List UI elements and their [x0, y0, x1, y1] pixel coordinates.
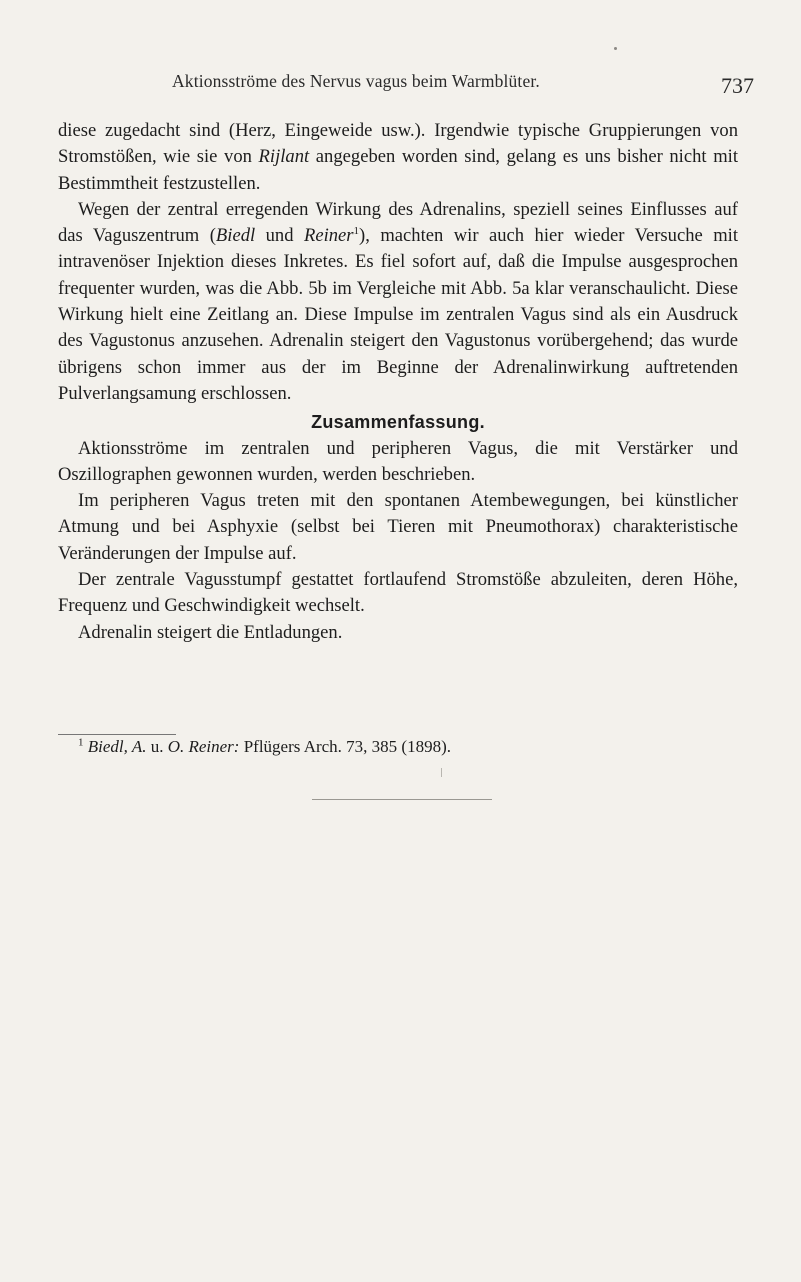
- footnote-citation: Pflügers Arch. 73, 385 (1898).: [239, 737, 451, 756]
- author-name: Reiner: [303, 225, 354, 247]
- summary-paragraph-4: Adrenalin steigert die Entladungen.: [78, 621, 343, 643]
- footnote-author-2: O. Reiner:: [167, 737, 240, 756]
- text-segment: ), machten wir auch hier wieder Versuche mit intravenöser Injektion dieses Inkretes. Es fiel sofort auf, daß die Impulse ausgesprochen frequenter wurden, was die Abb. 5b im Vergleiche mit Abb. 5a klar veranschaulicht. Diese Wirkung hielt eine Zeitlang an. Diese Impulse im zentralen Vagus sind als ein Ausdruck des Vagustonus anzusehen. Adrenalin steigert den Vagustonus vorübergehend; das wurde übrigens schon immer aus der im Beginne der Adrenalinwirkung auftretenden Pulverlangsamung erschlossen.: [58, 225, 738, 404]
- body-text: [58, 118, 738, 646]
- text-segment: und: [255, 225, 304, 247]
- footnote-rule: [58, 734, 176, 735]
- author-name: Rijlant: [258, 146, 310, 168]
- page-number: 737: [721, 73, 754, 98]
- print-speck: [614, 47, 617, 50]
- footnote-number: 1: [78, 736, 84, 749]
- footnote-author-1: Biedl, A.: [87, 737, 147, 756]
- faint-mark: [441, 768, 442, 777]
- text-segment: diese zugedacht sind (Herz, Eingeweide usw.). Irgendwie typische Gruppierungen von Stromstößen, wie sie von: [58, 120, 738, 168]
- footnote-connector: u.: [146, 737, 168, 756]
- section-heading: Zusammenfassung.: [311, 412, 485, 433]
- paragraph-2: [58, 197, 738, 407]
- paragraph-1: [58, 118, 738, 197]
- summary-paragraph-2: Im peripheren Vagus treten mit den spontanen Atembewegungen, bei künstlicher Atmung und bei Asphyxie (selbst bei Tieren mit Pneumothorax) charakteristische Veränderungen der Impulse auf.: [58, 490, 738, 564]
- summary-paragraph-1: Aktionsströme im zentralen und peripheren Vagus, die mit Verstärker und Oszillographen gewonnen wurden, werden beschrieben.: [58, 437, 738, 485]
- footnote: [78, 736, 451, 758]
- text-segment: angegeben worden sind, gelang es uns bisher nicht mit Bestimmtheit festzustellen.: [58, 146, 738, 194]
- author-name: Biedl: [215, 225, 256, 247]
- running-title: Aktionsströme des Nervus vagus beim Warmblüter.: [172, 71, 540, 91]
- text-segment: Wegen der zentral erregenden Wirkung des Adrenalins, speziell seines Einflusses auf das Vaguszentrum (: [58, 198, 738, 247]
- bottom-rule: [312, 799, 492, 800]
- footnote-marker: 1: [353, 225, 360, 237]
- summary-paragraph-3: Der zentrale Vagusstumpf gestattet fortlaufend Stromstöße abzuleiten, deren Höhe, Frequenz und Geschwindigkeit wechselt.: [58, 569, 738, 617]
